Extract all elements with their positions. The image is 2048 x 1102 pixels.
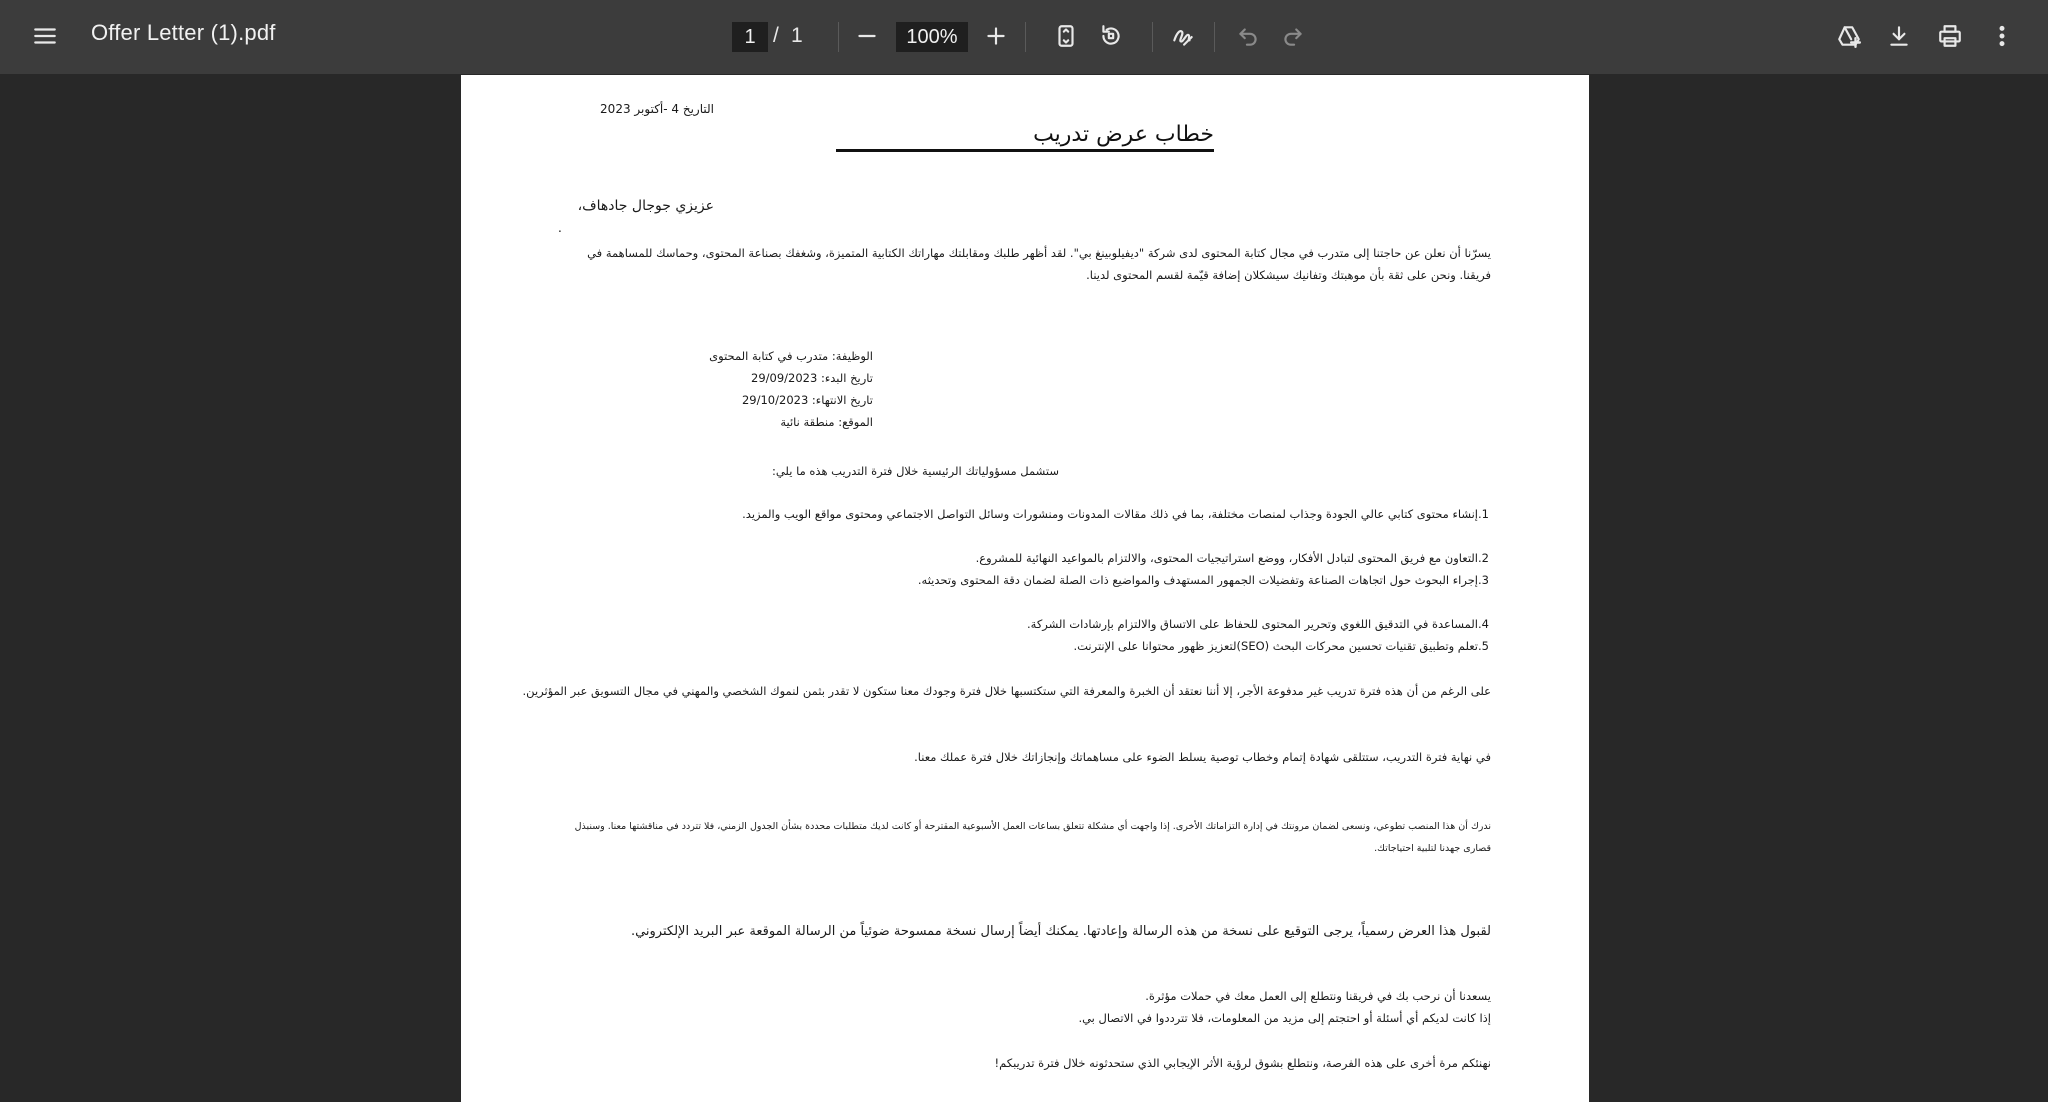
redo-button[interactable] bbox=[1273, 16, 1313, 56]
print-icon bbox=[1937, 23, 1963, 49]
plus-icon bbox=[983, 23, 1009, 49]
more-vert-icon bbox=[1989, 23, 2015, 49]
task-item: 5.تعلم وتطبيق تقنيات تحسين محركات البحث (SEO)لتعزيز ظهور محتوانا على الإنترنت. bbox=[1073, 639, 1489, 653]
more-options-button[interactable] bbox=[1982, 16, 2022, 56]
undo-button[interactable] bbox=[1228, 16, 1268, 56]
letter-heading: خطاب عرض تدريب bbox=[1033, 122, 1214, 147]
page-total: 1 bbox=[791, 24, 803, 47]
save-to-drive-button[interactable] bbox=[1829, 16, 1869, 56]
fit-page-button[interactable] bbox=[1046, 16, 1086, 56]
certificate-paragraph: في نهاية فترة التدريب، ستتلقى شهادة إتمام وخطاب توصية يسلط الضوء على مساهماتك وإنجازاتك خلال فترة عملك معنا. bbox=[914, 750, 1491, 764]
toolbar-divider bbox=[1025, 22, 1026, 52]
acceptance-paragraph: لقبول هذا العرض رسمياً، يرجى التوقيع على نسخة من هذه الرسالة وإعادتها. يمكنك أيضاً إرسال نسخة ممسوحة ضوئياً من الرسالة الموقعة عبر البريد الإلكتروني. bbox=[630, 924, 1491, 939]
flexibility-paragraph: ندرك أن هذا المنصب تطوعي، ونسعى لضمان مرونتك في إدارة التزاماتك الأخرى. إذا واجهت أي مشكلة تتعلق بساعات العمل الأسبوعية المقترحة أو كانت لديك متطلبات محددة بشأن الجدول الزمني، فلا تتردد في مناقشتها معنا. وسنبذل قصارى جهدنا لتلبية احتياجاتك. bbox=[574, 821, 1491, 854]
undo-icon bbox=[1235, 23, 1261, 49]
closing-line: يسعدنا أن نرحب بك في فريقنا ونتطلع إلى العمل معك في حملات مؤثرة. bbox=[1145, 989, 1491, 1003]
minus-icon bbox=[854, 23, 880, 49]
task-item: 2.التعاون مع فريق المحتوى لتبادل الأفكار، ووضع استراتيجيات المحتوى، والالتزام بالمواعيد النهائية للمشروع. bbox=[975, 551, 1489, 565]
annotate-button[interactable] bbox=[1163, 16, 1203, 56]
closing-line: إذا كانت لديكم أي أسئلة أو احتجتم إلى مزيد من المعلومات، فلا تترددوا في الاتصال بي. bbox=[1078, 1011, 1491, 1025]
closing-line: نهنئكم مرة أخرى على هذه الفرصة، ونتطلع بشوق لرؤية الأثر الإيجابي الذي ستحدثونه خلال فترة تدريبكم! bbox=[994, 1056, 1491, 1070]
redo-icon bbox=[1280, 23, 1306, 49]
print-button[interactable] bbox=[1930, 16, 1970, 56]
zoom-out-button[interactable] bbox=[847, 16, 887, 56]
document-title: Offer Letter (1).pdf bbox=[91, 20, 276, 45]
pdf-toolbar bbox=[0, 0, 2048, 74]
toolbar-divider bbox=[1152, 22, 1153, 52]
annotate-pen-icon bbox=[1170, 23, 1196, 49]
intro-paragraph: يسرّنا أن نعلن عن حاجتنا إلى متدرب في مجال كتابة المحتوى لدى شركة "ديفيلوبينغ بي". لقد أظهر طلبك ومقابلتك مهاراتك الكتابية المتميزة، وشغفك بصناعة المحتوى، وحماسك للمساهمة في فريقنا. ونحن على ثقة بأن موهبتك وتفانيك سيشكلان إضافة قيّمة لقسم المحتوى لدينا. bbox=[587, 246, 1491, 282]
page-number-input[interactable] bbox=[732, 22, 768, 52]
task-item: 3.إجراء البحوث حول اتجاهات الصناعة وتفضيلات الجمهور المستهدف والمواضيع ذات الصلة لضمان دقة المحتوى وتحديثه. bbox=[917, 573, 1489, 587]
info-start-date: تاريخ البدء: 29/09/2023 bbox=[751, 371, 873, 385]
responsibilities-intro: ستشمل مسؤولياتك الرئيسية خلال فترة التدريب هذه ما يلي: bbox=[771, 464, 1059, 478]
toolbar-divider bbox=[1214, 22, 1215, 52]
page-separator: / bbox=[773, 24, 779, 47]
greeting: عزيزي جوجال جادهاف، bbox=[577, 198, 714, 214]
download-icon bbox=[1886, 23, 1912, 49]
task-item: 4.المساعدة في التدقيق اللغوي وتحرير المحتوى للحفاظ على الاتساق والالتزام بإرشادات الشركة. bbox=[1027, 617, 1489, 631]
heading-underline bbox=[836, 149, 1214, 152]
rotate-button[interactable] bbox=[1091, 16, 1131, 56]
stray-dot: . bbox=[558, 221, 562, 235]
zoom-input[interactable] bbox=[896, 22, 968, 52]
toolbar-divider bbox=[838, 22, 839, 52]
info-location: الموقع: منطقة نائية bbox=[780, 415, 873, 429]
task-item: 1.إنشاء محتوى كتابي عالي الجودة وجذاب لمنصات مختلفة، بما في ذلك مقالات المدونات ومنشورات وسائل التواصل الاجتماعي ومحتوى مواقع الويب والمزيد. bbox=[742, 507, 1489, 521]
save-to-drive-icon bbox=[1836, 23, 1862, 49]
pdf-page bbox=[461, 75, 1589, 1102]
download-button[interactable] bbox=[1879, 16, 1919, 56]
letter-date: التاريخ 4 -أكتوبر 2023 bbox=[600, 102, 714, 116]
rotate-icon bbox=[1098, 23, 1124, 49]
unpaid-paragraph: على الرغم من أن هذه فترة تدريب غير مدفوعة الأجر، إلا أننا نعتقد أن الخبرة والمعرفة التي ستكتسبها خلال فترة وجودك معنا ستكون لا تقدر بثمن لنموك الشخصي والمهني في مجال التسويق عبر المؤثرين. bbox=[522, 684, 1491, 698]
zoom-in-button[interactable] bbox=[976, 16, 1016, 56]
info-end-date: تاريخ الانتهاء: 29/10/2023 bbox=[741, 393, 873, 407]
fit-page-icon bbox=[1053, 23, 1079, 49]
hamburger-menu-icon[interactable] bbox=[25, 16, 65, 56]
info-role: الوظيفة: متدرب في كتابة المحتوى bbox=[709, 349, 873, 363]
